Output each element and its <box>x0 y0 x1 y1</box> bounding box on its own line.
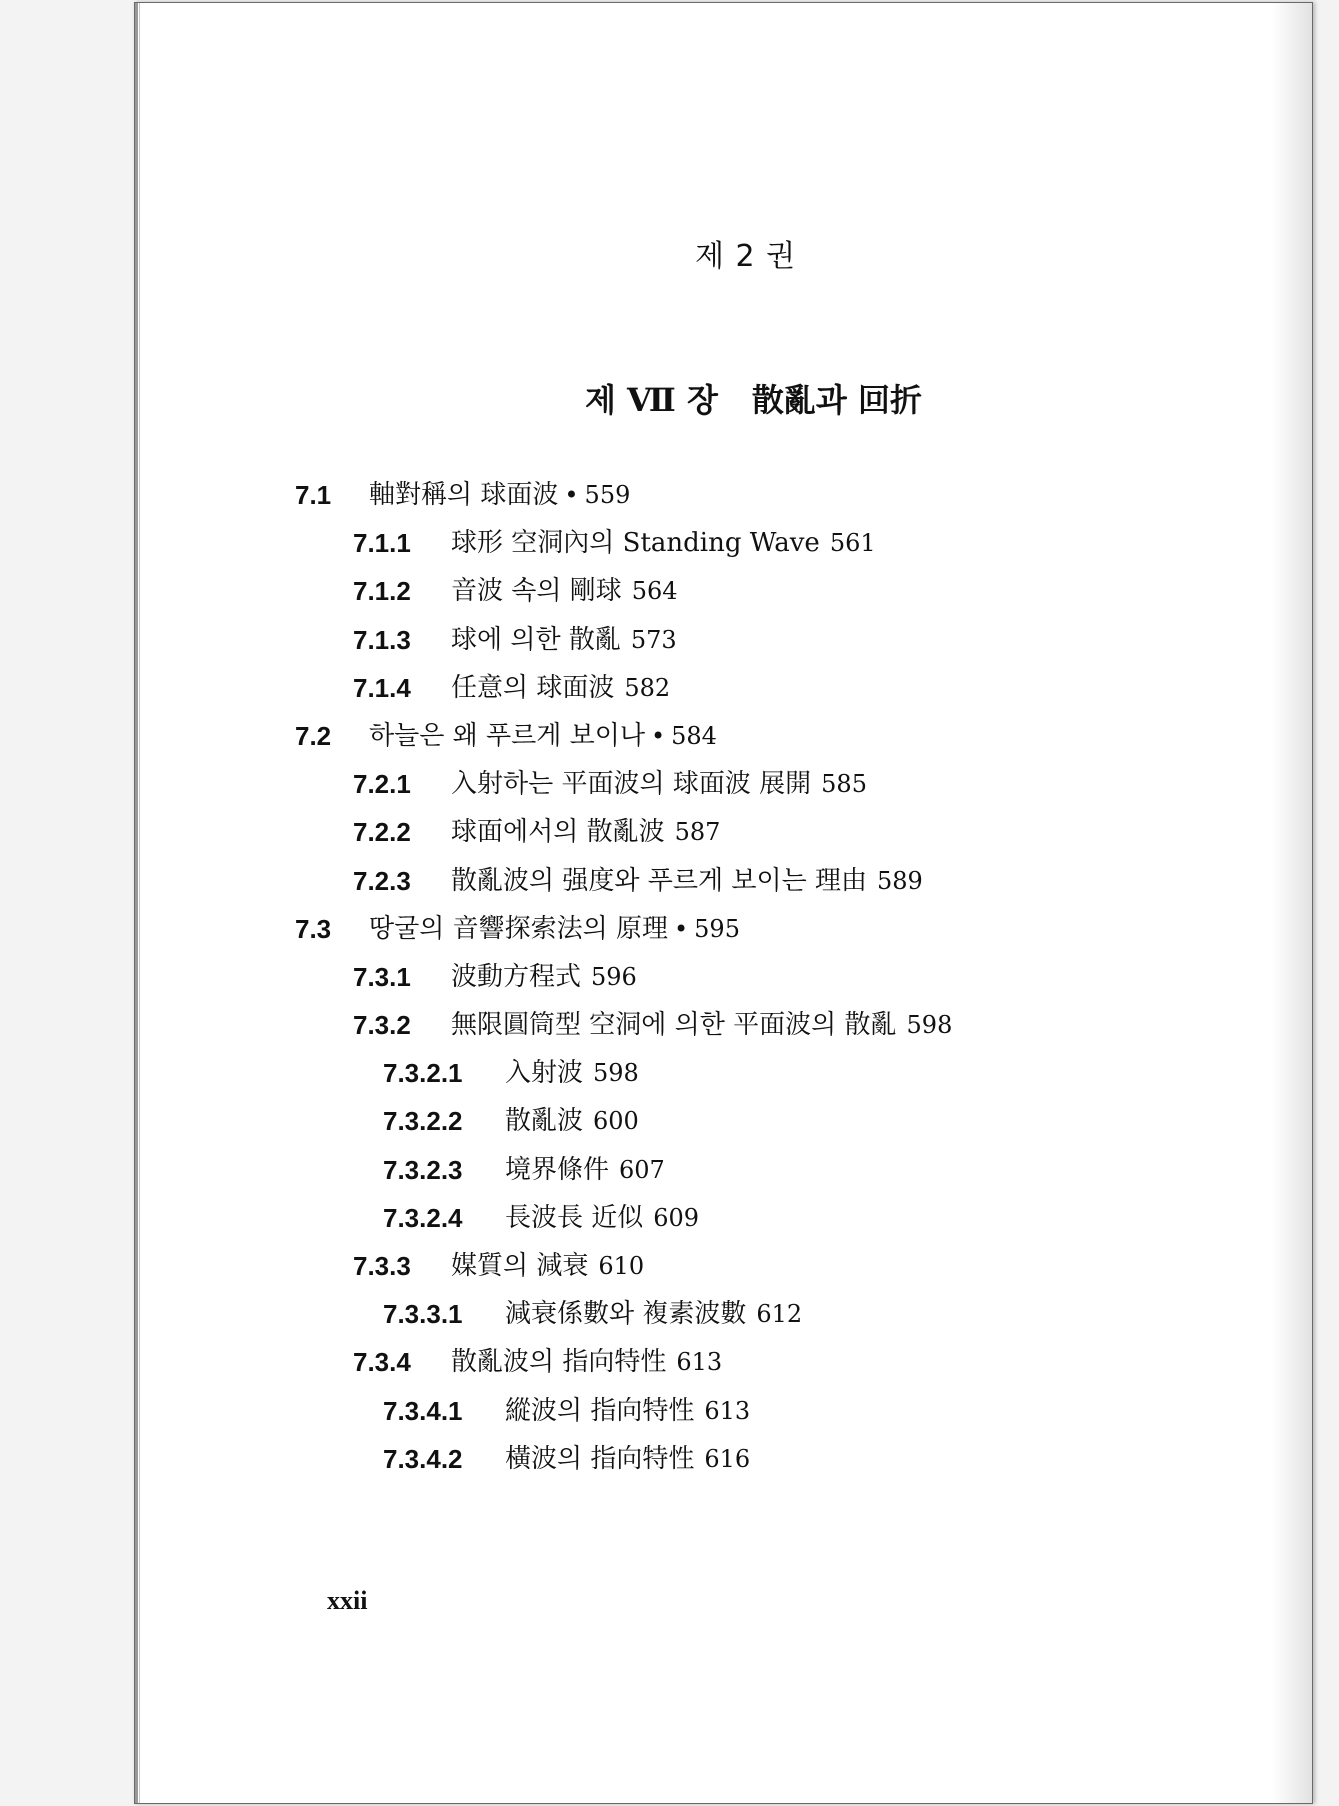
toc-entry <box>295 1338 1255 1386</box>
toc-entry-separator: • <box>650 721 666 750</box>
toc-entry-number: 7.2.1 <box>353 769 411 800</box>
toc-entry-page: 582 <box>624 673 671 702</box>
toc-entry-title: 入射波 <box>505 1058 584 1089</box>
toc-entry-number: 7.3 <box>295 913 332 944</box>
chapter-title: 散亂과 回折 <box>751 381 922 419</box>
toc-entry-number: 7.1.4 <box>353 672 411 703</box>
toc-entry-page: 596 <box>591 962 637 991</box>
toc-entry <box>295 471 1255 519</box>
toc-entry-title: 球에 의한 散亂 <box>451 624 621 655</box>
toc-entry-page: 598 <box>906 1011 953 1040</box>
toc-entry <box>295 1290 1255 1338</box>
toc-entry-page: 584 <box>671 721 717 750</box>
toc-entry-title: 減衰係數와 複素波數 <box>505 1299 747 1330</box>
toc-entry-separator: • <box>674 914 689 943</box>
toc-entry-number: 7.3.2.2 <box>383 1106 463 1137</box>
toc-entry <box>295 519 1255 567</box>
toc-entry-page: 613 <box>704 1396 751 1425</box>
toc-entry-page: 595 <box>694 914 740 943</box>
toc-entry <box>295 857 1255 905</box>
toc-entry <box>295 1435 1255 1483</box>
chapter-label: 제 Ⅶ 장 <box>585 381 718 419</box>
toc-entry-number: 7.3.2.4 <box>383 1202 463 1233</box>
toc-entry-title: 入射하는 平面波의 球面波 展開 <box>451 769 812 800</box>
table-of-contents <box>295 471 1255 1483</box>
toc-entry-title: 球面에서의 散亂波 <box>451 817 665 848</box>
document-page <box>134 2 1313 1804</box>
toc-entry-title: 長波長 近似 <box>505 1202 644 1233</box>
toc-entry-page: 610 <box>598 1252 645 1280</box>
toc-entry-title: 散亂波의 指向特性 <box>451 1347 667 1378</box>
toc-entry-page: 561 <box>829 529 876 558</box>
toc-entry-page: 564 <box>631 577 678 606</box>
toc-entry <box>295 1387 1255 1435</box>
toc-entry-number: 7.1 <box>295 480 332 510</box>
toc-entry-number: 7.3.3.1 <box>383 1299 463 1330</box>
toc-entry <box>295 712 1255 760</box>
toc-entry-number: 7.3.4.2 <box>383 1443 463 1474</box>
toc-entry-title: 橫波의 指向特性 <box>505 1443 695 1474</box>
toc-entry <box>295 1049 1255 1097</box>
toc-entry-page: 573 <box>630 625 677 654</box>
toc-entry <box>295 760 1255 808</box>
toc-entry <box>295 1194 1255 1242</box>
toc-entry-number: 7.3.2.3 <box>383 1154 463 1185</box>
toc-entry-number: 7.3.4 <box>353 1347 411 1378</box>
toc-entry-page: 559 <box>584 481 631 509</box>
toc-entry-title: 境界條件 <box>505 1154 610 1185</box>
toc-entry-title: 散亂波 <box>505 1106 584 1137</box>
toc-entry <box>295 1001 1255 1049</box>
toc-entry-number: 7.2.2 <box>353 817 411 848</box>
toc-entry-number: 7.2 <box>295 720 332 751</box>
toc-entry-title: 散亂波의 强度와 푸르게 보이는 理由 <box>451 865 867 896</box>
toc-entry-number: 7.1.3 <box>353 624 411 655</box>
toc-entry-number: 7.3.1 <box>353 961 411 992</box>
toc-entry-number: 7.2.3 <box>353 865 411 896</box>
toc-entry-page: 589 <box>877 866 923 895</box>
toc-entry-title: 波動方程式 <box>451 961 582 992</box>
volume-title: 제 2 권 <box>695 239 797 274</box>
toc-entry-number: 7.3.3 <box>353 1251 411 1281</box>
toc-entry-title: 無限圓筒型 空洞에 의한 平面波의 散亂 <box>451 1010 897 1041</box>
toc-entry <box>295 616 1255 664</box>
toc-entry <box>295 1146 1255 1194</box>
toc-entry-page: 600 <box>593 1107 639 1136</box>
toc-entry-number: 7.3.2.1 <box>383 1058 463 1089</box>
toc-entry <box>295 808 1255 856</box>
toc-entry-number: 7.3.4.1 <box>383 1395 463 1426</box>
toc-entry-title: 球形 空洞內의 Standing Wave <box>451 528 820 559</box>
toc-entry-title: 땅굴의 音響探索法의 原理 <box>369 913 668 944</box>
toc-entry <box>295 953 1255 1001</box>
toc-entry <box>295 1097 1255 1145</box>
toc-entry <box>295 664 1255 712</box>
toc-entry-separator: • <box>564 481 579 509</box>
toc-entry <box>295 1242 1255 1290</box>
toc-entry-number: 7.1.1 <box>353 528 411 559</box>
toc-entry-number: 7.1.2 <box>353 576 411 607</box>
page-folio: xxii <box>327 1586 368 1615</box>
toc-entry-page: 598 <box>593 1059 639 1088</box>
toc-entry-title: 하늘은 왜 푸르게 보이나 <box>369 720 645 751</box>
toc-entry-title: 軸對稱의 球面波 <box>369 480 559 510</box>
toc-entry-title: 縱波의 指向特性 <box>505 1395 695 1426</box>
chapter-heading <box>585 375 922 421</box>
toc-entry-page: 612 <box>756 1300 803 1329</box>
toc-entry-page: 613 <box>676 1348 723 1377</box>
toc-entry-page: 585 <box>821 770 867 799</box>
page-edge-shadow <box>1272 3 1312 1803</box>
toc-entry-number: 7.3.2 <box>353 1010 411 1041</box>
toc-entry-title: 任意의 球面波 <box>451 672 615 703</box>
toc-entry-page: 607 <box>619 1155 665 1184</box>
toc-entry <box>295 567 1255 615</box>
toc-entry-page: 587 <box>674 818 721 847</box>
toc-entry-title: 音波 속의 剛球 <box>451 576 622 607</box>
toc-entry-page: 609 <box>653 1203 700 1232</box>
toc-entry <box>295 905 1255 953</box>
toc-entry-page: 616 <box>704 1444 751 1473</box>
toc-entry-title: 媒質의 減衰 <box>451 1251 589 1281</box>
